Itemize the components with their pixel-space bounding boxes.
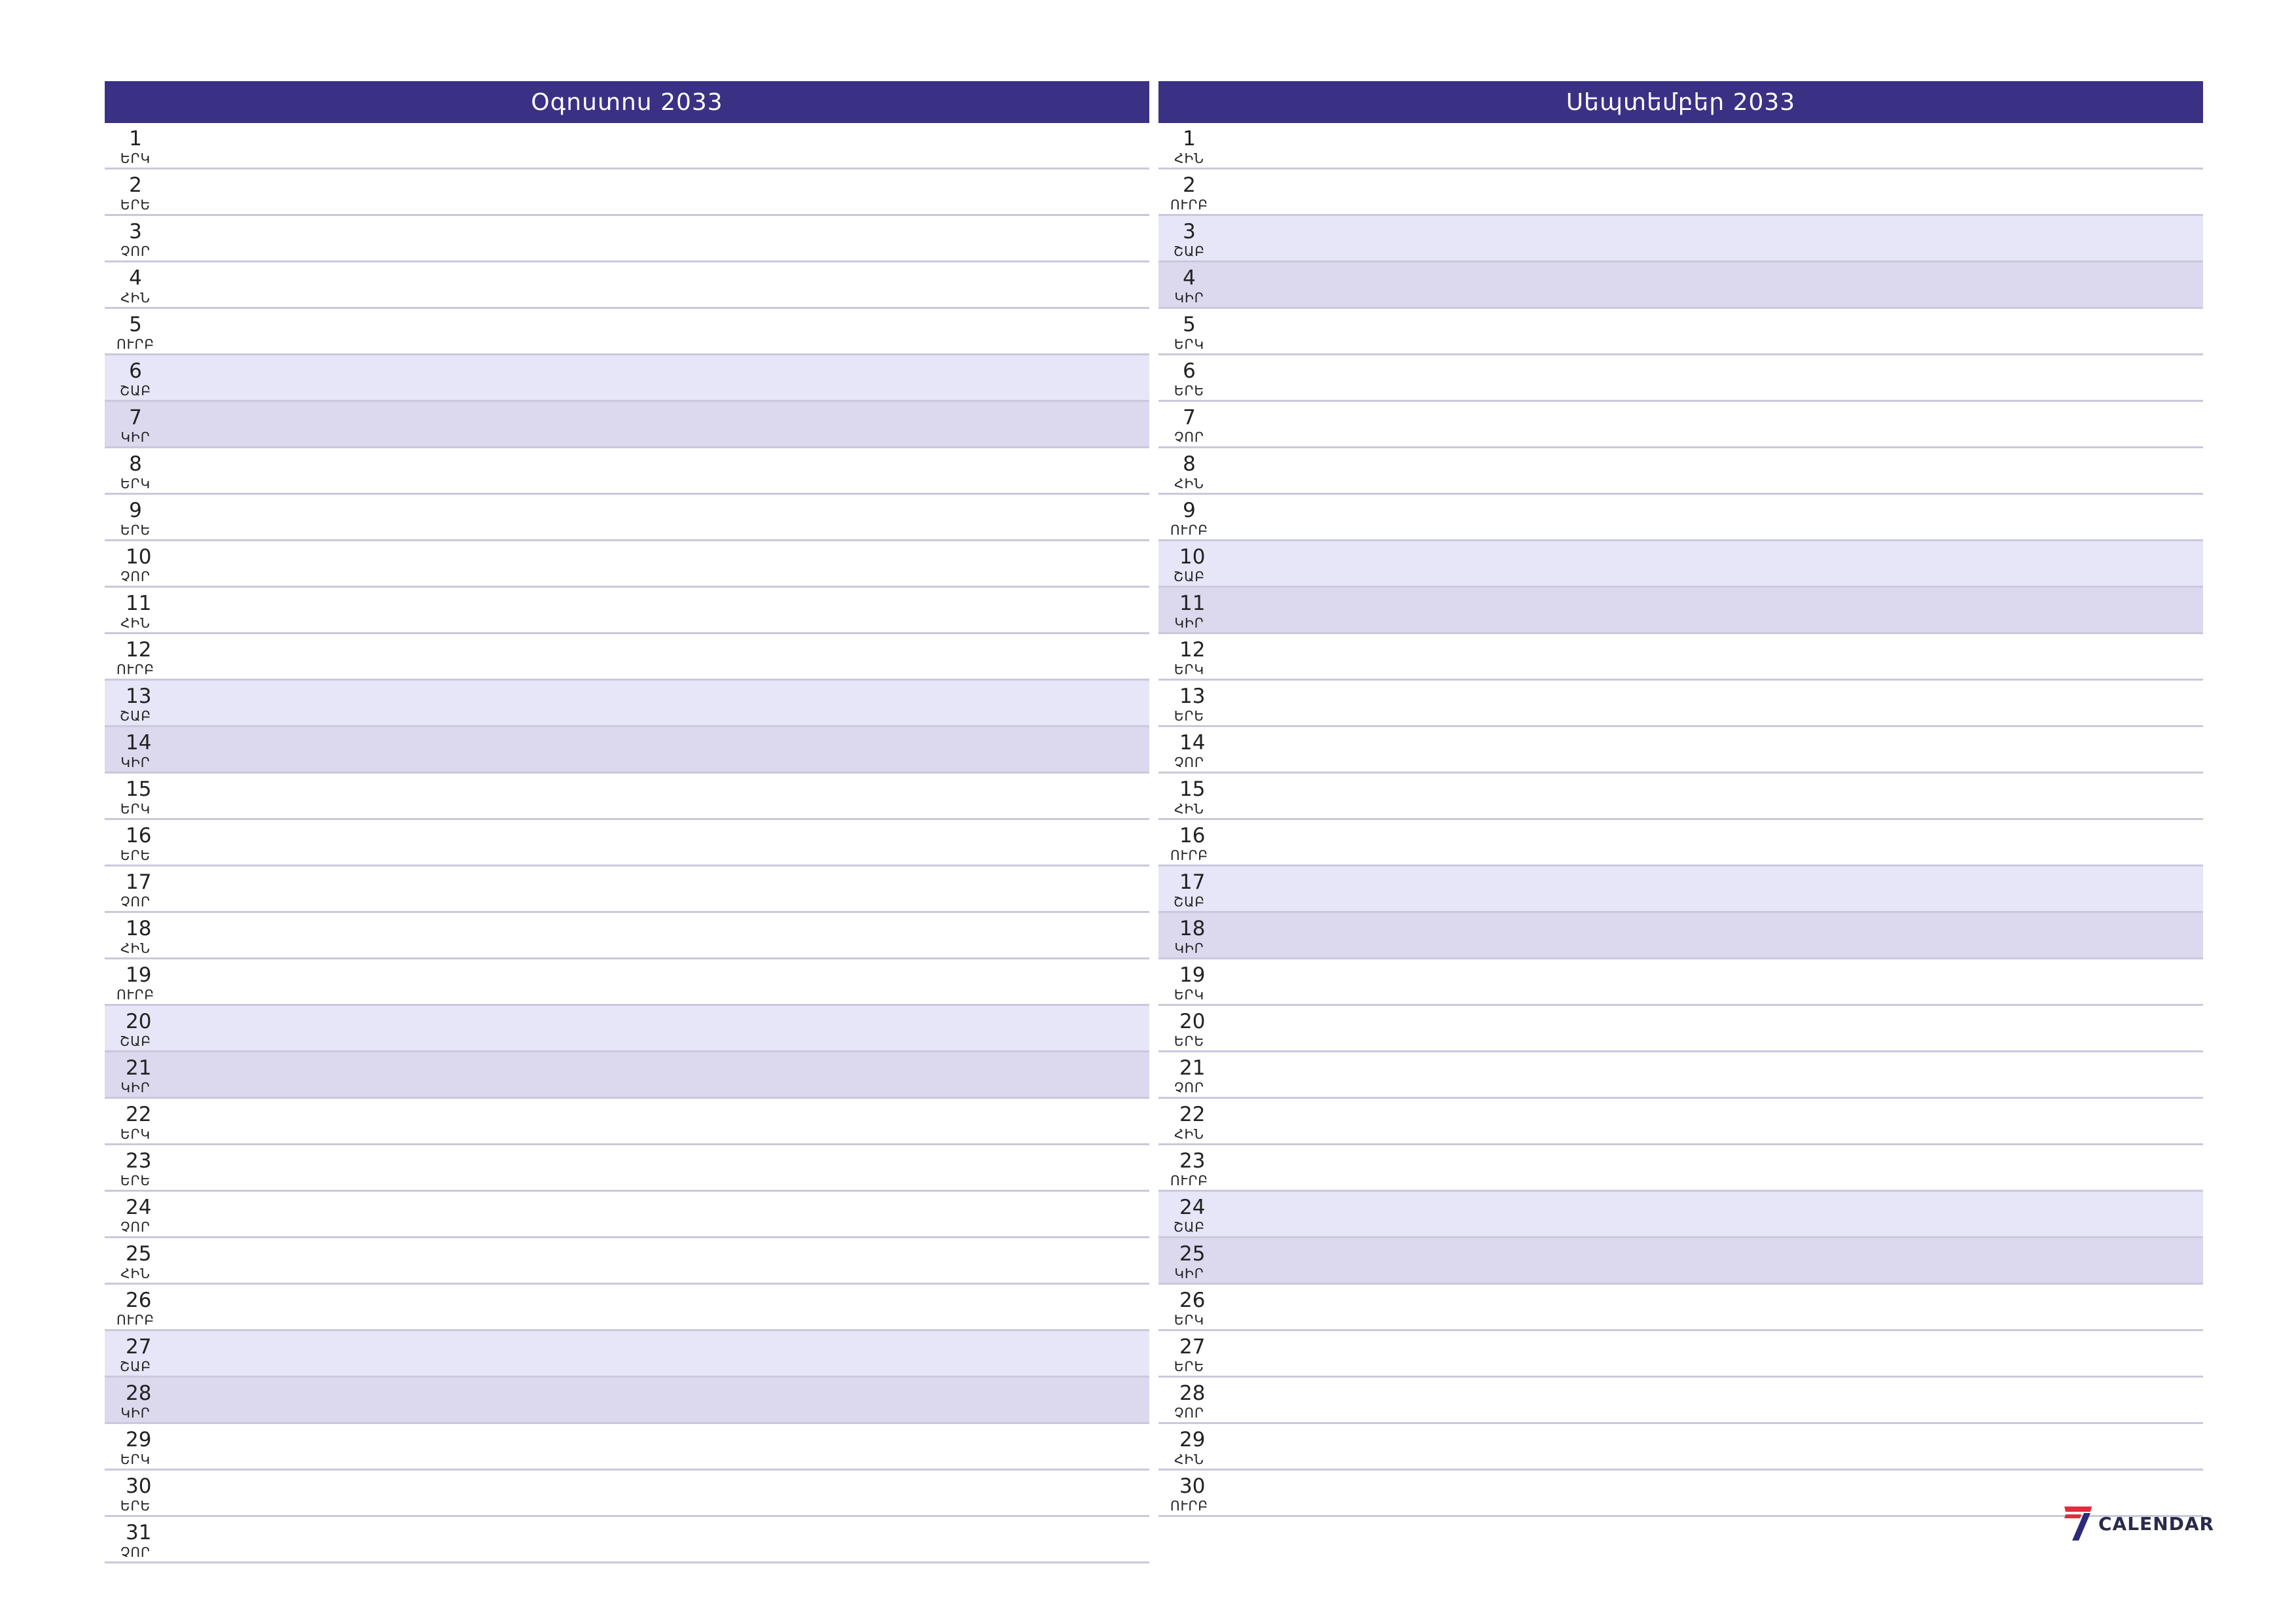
logo-text: CALENDAR: [2098, 1512, 2215, 1535]
day-number: 24: [1179, 1196, 1206, 1219]
weekday-abbr: ՈՒՐԲ: [117, 336, 154, 352]
weekday-abbr: ՀԻՆ: [1174, 151, 1204, 166]
day-row: [105, 1285, 1149, 1331]
weekday-abbr: ՇԱԲ: [119, 708, 152, 724]
day-row: [1158, 448, 2203, 495]
day-number: 26: [126, 1289, 152, 1312]
day-row: [1158, 727, 2203, 774]
weekday-abbr: ԿԻՐ: [120, 429, 151, 445]
day-list: [105, 123, 1149, 1563]
day-number: 14: [126, 731, 152, 755]
day-row: [1158, 1238, 2203, 1285]
weekday-abbr: ՈՒՐԲ: [1170, 847, 1208, 863]
day-row: [105, 866, 1149, 913]
weekday-abbr: ՈՒՐԲ: [1170, 1173, 1208, 1188]
day-row: [1158, 1331, 2203, 1378]
day-row: [1158, 913, 2203, 959]
day-number: 2: [1183, 173, 1196, 197]
weekday-abbr: ՉՈՐ: [1174, 755, 1204, 770]
day-row: [105, 588, 1149, 634]
day-number: 30: [126, 1474, 152, 1498]
day-row: [1158, 820, 2203, 866]
weekday-abbr: ՈՒՐԲ: [1170, 197, 1208, 213]
day-number: 31: [126, 1521, 152, 1544]
day-number: 3: [129, 220, 142, 243]
weekday-abbr: ԵՐԵ: [120, 522, 151, 538]
weekday-abbr: ՉՈՐ: [1174, 1080, 1204, 1096]
brand-logo: [2062, 1505, 2214, 1542]
weekday-abbr: ՉՈՐ: [120, 894, 151, 910]
day-number: 4: [129, 266, 142, 290]
day-number: 13: [1179, 685, 1206, 708]
weekday-abbr: ՈՒՐԲ: [117, 987, 154, 1003]
weekday-abbr: ՀԻՆ: [120, 290, 151, 306]
weekday-abbr: ԵՐԵ: [1174, 1033, 1205, 1049]
day-row: [105, 495, 1149, 541]
weekday-abbr: ՀԻՆ: [120, 1266, 151, 1281]
day-row: [105, 123, 1149, 169]
day-number: 27: [1179, 1335, 1206, 1359]
day-row: [105, 959, 1149, 1006]
day-row: [1158, 262, 2203, 309]
weekday-abbr: ՇԱԲ: [119, 1359, 152, 1374]
day-number: 6: [129, 359, 142, 383]
day-row: [1158, 1145, 2203, 1192]
day-number: 18: [126, 917, 152, 940]
day-number: 22: [1179, 1103, 1206, 1126]
day-row: [105, 1145, 1149, 1192]
weekday-abbr: ՉՈՐ: [1174, 1405, 1204, 1421]
day-row: [1158, 774, 2203, 820]
day-row: [105, 681, 1149, 727]
weekday-abbr: ՈՒՐԲ: [1170, 522, 1208, 538]
weekday-abbr: ԵՐԵ: [120, 1498, 151, 1514]
day-number: 15: [126, 777, 152, 801]
day-row: [1158, 588, 2203, 634]
weekday-abbr: ՇԱԲ: [119, 1033, 152, 1049]
weekday-abbr: ՉՈՐ: [1174, 429, 1204, 445]
day-number: 16: [1179, 824, 1206, 847]
day-row: [105, 1517, 1149, 1563]
weekday-abbr: ԿԻՐ: [1174, 290, 1204, 306]
weekday-abbr: ԵՐԵ: [1174, 1359, 1205, 1374]
day-number: 19: [126, 963, 152, 987]
weekday-abbr: ԵՐԿ: [1174, 987, 1205, 1003]
day-row: [1158, 1471, 2203, 1517]
day-row: [105, 1331, 1149, 1378]
day-number: 10: [1179, 545, 1206, 569]
weekday-abbr: ՀԻՆ: [1174, 801, 1204, 817]
day-number: 20: [126, 1010, 152, 1033]
weekday-abbr: ՀԻՆ: [120, 615, 151, 631]
day-row: [1158, 634, 2203, 681]
day-number: 9: [129, 499, 142, 522]
day-number: 14: [1179, 731, 1206, 755]
day-row: [1158, 309, 2203, 355]
day-row: [105, 634, 1149, 681]
day-number: 17: [126, 870, 152, 894]
day-number: 25: [126, 1242, 152, 1266]
weekday-abbr: ԵՐԵ: [120, 197, 151, 213]
weekday-abbr: ԵՐԵ: [120, 847, 151, 863]
day-row: [105, 1238, 1149, 1285]
day-row: [1158, 959, 2203, 1006]
day-number: 20: [1179, 1010, 1206, 1033]
day-number: 13: [126, 685, 152, 708]
month-title: Օգոստոս 2033: [105, 81, 1149, 123]
day-number: 2: [129, 173, 142, 197]
day-row: [1158, 1099, 2203, 1145]
day-number: 21: [1179, 1056, 1206, 1080]
day-row: [105, 1424, 1149, 1471]
weekday-abbr: ԵՐԿ: [120, 1452, 151, 1467]
day-number: 24: [126, 1196, 152, 1219]
day-row: [105, 309, 1149, 355]
weekday-abbr: ՇԱԲ: [1173, 1219, 1206, 1235]
day-row: [1158, 355, 2203, 402]
day-number: 12: [1179, 638, 1206, 662]
weekday-abbr: ՀԻՆ: [120, 940, 151, 956]
day-number: 17: [1179, 870, 1206, 894]
day-number: 28: [126, 1382, 152, 1405]
weekday-abbr: ԵՐԿ: [1174, 1312, 1205, 1328]
weekday-abbr: ԿԻՐ: [1174, 615, 1204, 631]
weekday-abbr: ԵՐԵ: [1174, 383, 1205, 399]
weekday-abbr: ԿԻՐ: [1174, 1266, 1204, 1281]
day-row: [1158, 866, 2203, 913]
weekday-abbr: ԵՐԵ: [1174, 708, 1205, 724]
day-row: [105, 1192, 1149, 1238]
day-number: 8: [129, 452, 142, 476]
weekday-abbr: ՉՈՐ: [120, 1219, 151, 1235]
month-september: [1158, 81, 2203, 1517]
day-row: [1158, 495, 2203, 541]
day-row: [105, 355, 1149, 402]
day-list: [1158, 123, 2203, 1517]
day-row: [105, 774, 1149, 820]
weekday-abbr: ԵՐԿ: [120, 1126, 151, 1142]
day-number: 12: [126, 638, 152, 662]
day-number: 26: [1179, 1289, 1206, 1312]
weekday-abbr: ԵՐԿ: [1174, 336, 1205, 352]
day-number: 29: [126, 1428, 152, 1452]
weekday-abbr: ՇԱԲ: [1173, 243, 1206, 259]
day-row: [105, 913, 1149, 959]
weekday-abbr: ԿԻՐ: [120, 755, 151, 770]
day-number: 1: [129, 127, 142, 151]
day-row: [105, 1471, 1149, 1517]
day-row: [105, 541, 1149, 588]
day-number: 6: [1183, 359, 1196, 383]
day-number: 9: [1183, 499, 1196, 522]
weekday-abbr: ՈՒՐԲ: [1170, 1498, 1208, 1514]
day-row: [105, 1099, 1149, 1145]
day-row: [105, 1006, 1149, 1052]
day-row: [105, 1378, 1149, 1424]
weekday-abbr: ՇԱԲ: [1173, 894, 1206, 910]
weekday-abbr: ՈՒՐԲ: [117, 662, 154, 677]
day-number: 7: [129, 406, 142, 429]
day-row: [105, 262, 1149, 309]
day-number: 7: [1183, 406, 1196, 429]
seven-logo-icon: [2062, 1505, 2093, 1542]
day-row: [1158, 541, 2203, 588]
weekday-abbr: ՉՈՐ: [120, 1544, 151, 1560]
day-row: [1158, 169, 2203, 216]
weekday-abbr: ՈՒՐԲ: [117, 1312, 154, 1328]
weekday-abbr: ՀԻՆ: [1174, 1126, 1204, 1142]
day-row: [105, 216, 1149, 262]
month-title: Սեպտեմբեր 2033: [1158, 81, 2203, 123]
day-row: [105, 820, 1149, 866]
day-number: 25: [1179, 1242, 1206, 1266]
day-number: 10: [126, 545, 152, 569]
day-row: [105, 169, 1149, 216]
day-row: [1158, 1378, 2203, 1424]
weekday-abbr: ՀԻՆ: [1174, 1452, 1204, 1467]
day-number: 27: [126, 1335, 152, 1359]
day-number: 22: [126, 1103, 152, 1126]
weekday-abbr: ԵՐԿ: [120, 151, 151, 166]
weekday-abbr: ՀԻՆ: [1174, 476, 1204, 491]
weekday-abbr: ՇԱԲ: [1173, 569, 1206, 584]
day-number: 4: [1183, 266, 1196, 290]
weekday-abbr: ՇԱԲ: [119, 383, 152, 399]
day-number: 30: [1179, 1474, 1206, 1498]
day-row: [1158, 1285, 2203, 1331]
day-number: 28: [1179, 1382, 1206, 1405]
weekday-abbr: ԵՐԿ: [120, 476, 151, 491]
day-row: [1158, 1192, 2203, 1238]
day-number: 11: [126, 592, 152, 615]
weekday-abbr: ԵՐԿ: [120, 801, 151, 817]
weekday-abbr: ԿԻՐ: [1174, 940, 1204, 956]
weekday-abbr: ԵՐԿ: [1174, 662, 1205, 677]
day-number: 3: [1183, 220, 1196, 243]
day-number: 1: [1183, 127, 1196, 151]
day-row: [1158, 402, 2203, 448]
day-row: [105, 727, 1149, 774]
day-number: 15: [1179, 777, 1206, 801]
day-row: [105, 402, 1149, 448]
day-row: [105, 448, 1149, 495]
day-number: 29: [1179, 1428, 1206, 1452]
weekday-abbr: ԵՐԵ: [120, 1173, 151, 1188]
day-number: 23: [126, 1149, 152, 1173]
weekday-abbr: ՉՈՐ: [120, 243, 151, 259]
day-number: 21: [126, 1056, 152, 1080]
day-number: 18: [1179, 917, 1206, 940]
day-row: [1158, 1006, 2203, 1052]
day-row: [1158, 681, 2203, 727]
day-number: 19: [1179, 963, 1206, 987]
day-number: 16: [126, 824, 152, 847]
day-number: 23: [1179, 1149, 1206, 1173]
day-row: [1158, 123, 2203, 169]
weekday-abbr: ԿԻՐ: [120, 1405, 151, 1421]
day-row: [1158, 1424, 2203, 1471]
weekday-abbr: ԿԻՐ: [120, 1080, 151, 1096]
day-number: 11: [1179, 592, 1206, 615]
day-number: 5: [1183, 313, 1196, 336]
month-august: [105, 81, 1149, 1563]
day-row: [105, 1052, 1149, 1099]
day-row: [1158, 1052, 2203, 1099]
day-row: [1158, 216, 2203, 262]
weekday-abbr: ՉՈՐ: [120, 569, 151, 584]
day-number: 5: [129, 313, 142, 336]
day-number: 8: [1183, 452, 1196, 476]
